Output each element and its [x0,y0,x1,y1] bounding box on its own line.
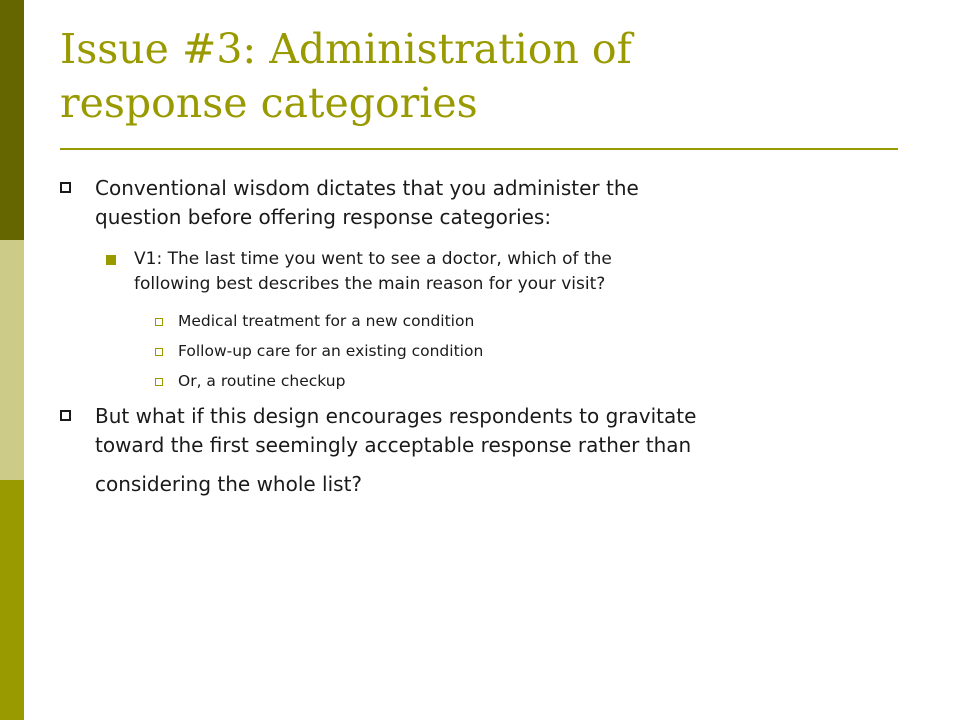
hollow-square-bullet-icon [155,378,163,386]
sidebar-band-dark [0,0,24,240]
slide-title [60,22,900,130]
sidebar-band-olive [0,480,24,720]
slide-title-line: response categories [60,79,478,127]
bullet-text-line: V1: The last time you went to see a doctor, which of the [134,249,612,269]
bullet-conventional-wisdom [95,174,905,232]
bullet-v1-question [134,247,904,297]
slide-title-line: Issue #3: Administration of [60,25,632,73]
title-divider [60,148,898,150]
response-option-text: Follow-up care for an existing condition [178,342,484,360]
hollow-square-bullet-icon [155,348,163,356]
hollow-square-bullet-icon [60,410,71,421]
bullet-text-line: following best describes the main reason for your visit? [134,274,606,294]
bullet-text-line: considering the whole list? [95,472,363,496]
response-option-new-condition [178,310,898,332]
bullet-text-line: question before offering response categories: [95,205,552,229]
bullet-design-concern [95,402,905,499]
bullet-text-line: Conventional wisdom dictates that you administer the [95,176,639,200]
response-option-routine-checkup [178,370,898,392]
bullet-text-line: But what if this design encourages respondents to gravitate [95,404,697,428]
filled-square-bullet-icon [106,255,116,265]
sidebar-band-light [0,240,24,480]
response-option-text: Or, a routine checkup [178,372,346,390]
hollow-square-bullet-icon [60,182,71,193]
bullet-text-line: toward the first seemingly acceptable response rather than [95,433,692,457]
response-option-follow-up [178,340,898,362]
response-option-text: Medical treatment for a new condition [178,312,475,330]
hollow-square-bullet-icon [155,318,163,326]
